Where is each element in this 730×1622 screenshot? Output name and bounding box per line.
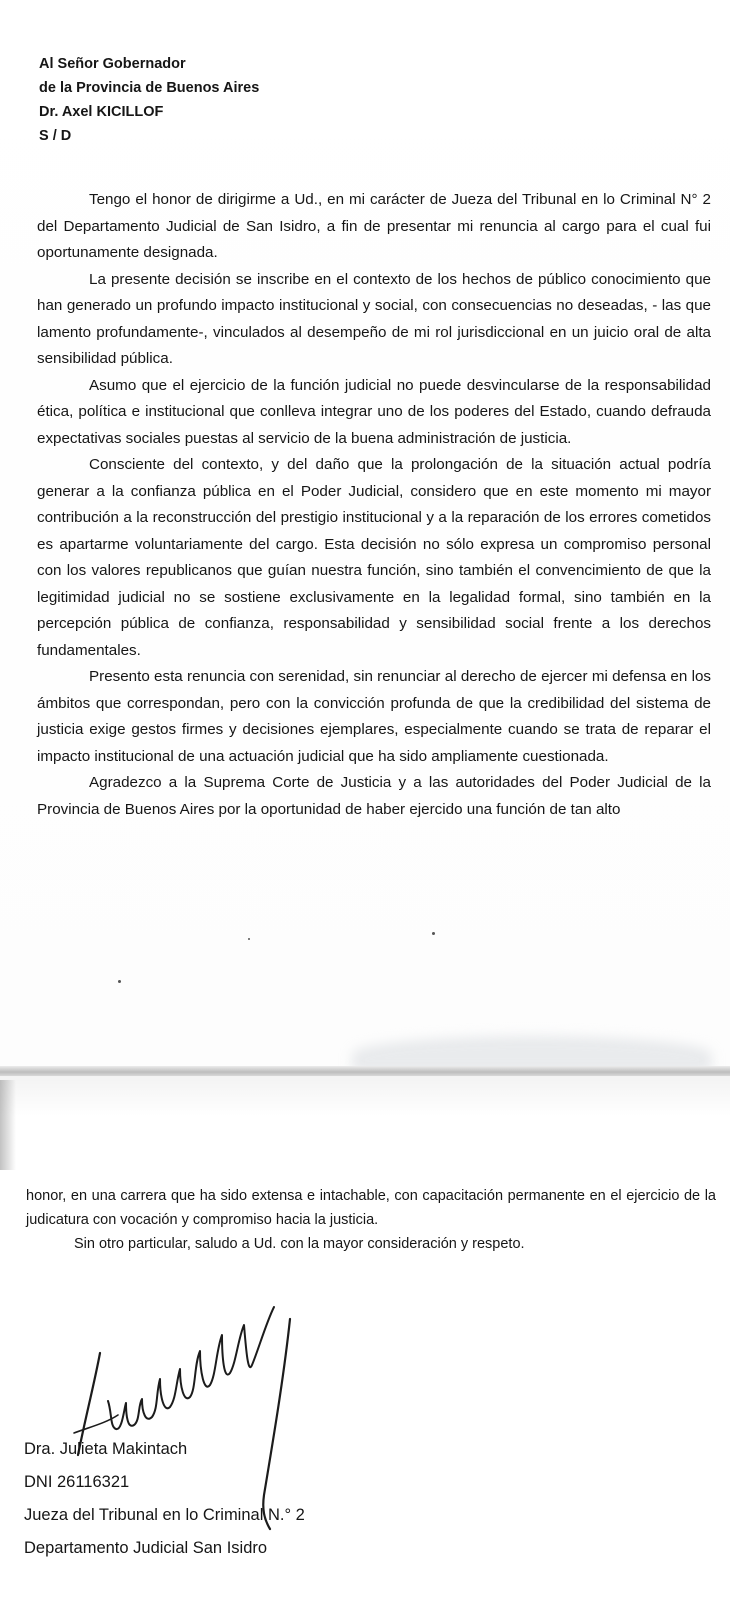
closing-line: Sin otro particular, saludo a Ud. con la mayor consideración y respeto. [74,1236,525,1252]
paragraph-5: Presento esta renuncia con serenidad, sin renunciar al derecho de ejercer mi defensa en los ámbitos que correspondan, pero con la convicción profunda de que la credibilidad del sistema de justicia exige gestos firmes y decisiones ejemplares, especialmente cuando se trata de reparar el impacto institucional de una actuación judicial que ha sido ampliamente cuestionada. [37,668,711,765]
signer-name: Dra. Julieta Makintach [24,1440,188,1458]
paragraph-6: Agradezco a la Suprema Corte de Justicia y a las autoridades del Poder Judicial de la Provincia de Buenos Aires por la oportunidad de haber ejercido una función de tan alto [37,774,711,818]
scan-speck [248,938,250,940]
paragraph-3: Asumo que el ejercicio de la función judicial no puede desvincularse de la responsabilidad ética, política e institucional que conlleva integrar uno de los poderes del Estado, cuando defrauda expectativas sociales puestas al servicio de la buena administración de justicia. [37,376,711,447]
continuation-paragraph: honor, en una carrera que ha sido extensa e intachable, con capacitación permanente en el ejercicio de la judicatura con vocación y compromiso hacia la justicia. [26,1188,716,1228]
recipient-line-2: de la Provincia de Buenos Aires [39,80,260,96]
paragraph-2: La presente decisión se inscribe en el contexto de los hechos de público conocimiento que han generado un profundo impacto institucional y social, con consecuencias no deseadas, - las que lamento profundamente-, vinculados al desempeño de mi rol jurisdiccional en un juicio oral de alta sensibilidad pública. [37,270,711,367]
signer-block [24,1433,305,1565]
signer-department: Departamento Judicial San Isidro [24,1539,268,1557]
signer-dni: DNI 26116321 [24,1473,130,1491]
paragraph-4: Consciente del contexto, y del daño que la prolongación de la situación actual podría generar a la confianza pública en el Poder Judicial, considero que en este momento mi mayor contribución a la reconstrucción del prestigio institucional y a la reparación de los errores cometidos es apartarme voluntariamente del cargo. Esta decisión no sólo expresa un compromiso personal con los valores republicanos que guían nuestra función, sino también el convencimiento de que la legitimidad judicial no se sostiene exclusivamente en la legalidad formal, sino también en la percepción pública de confianza, responsabilidad y sensibilidad social frente a los derechos fundamentales. [37,456,711,659]
recipient-line-1: Al Señor Gobernador [39,56,186,72]
signer-title: Jueza del Tribunal en lo Criminal N.° 2 [24,1506,305,1524]
recipient-line-4: S / D [39,128,72,144]
paragraph-1: Tengo el honor de dirigirme a Ud., en mi carácter de Jueza del Tribunal en lo Criminal N° 2 del Departamento Judicial de San Isidro, a fin de presentar mi renuncia al cargo para el cual fui oportunamente designada. [37,191,711,261]
letter-body [37,187,711,823]
scan-speck [118,980,121,983]
letter-body-continued [26,1184,716,1256]
scan-speck [432,932,435,935]
recipient-line-3: Dr. Axel KICILLOF [39,104,164,120]
recipient-block [39,52,259,148]
page-edge-shadow [0,1080,16,1170]
